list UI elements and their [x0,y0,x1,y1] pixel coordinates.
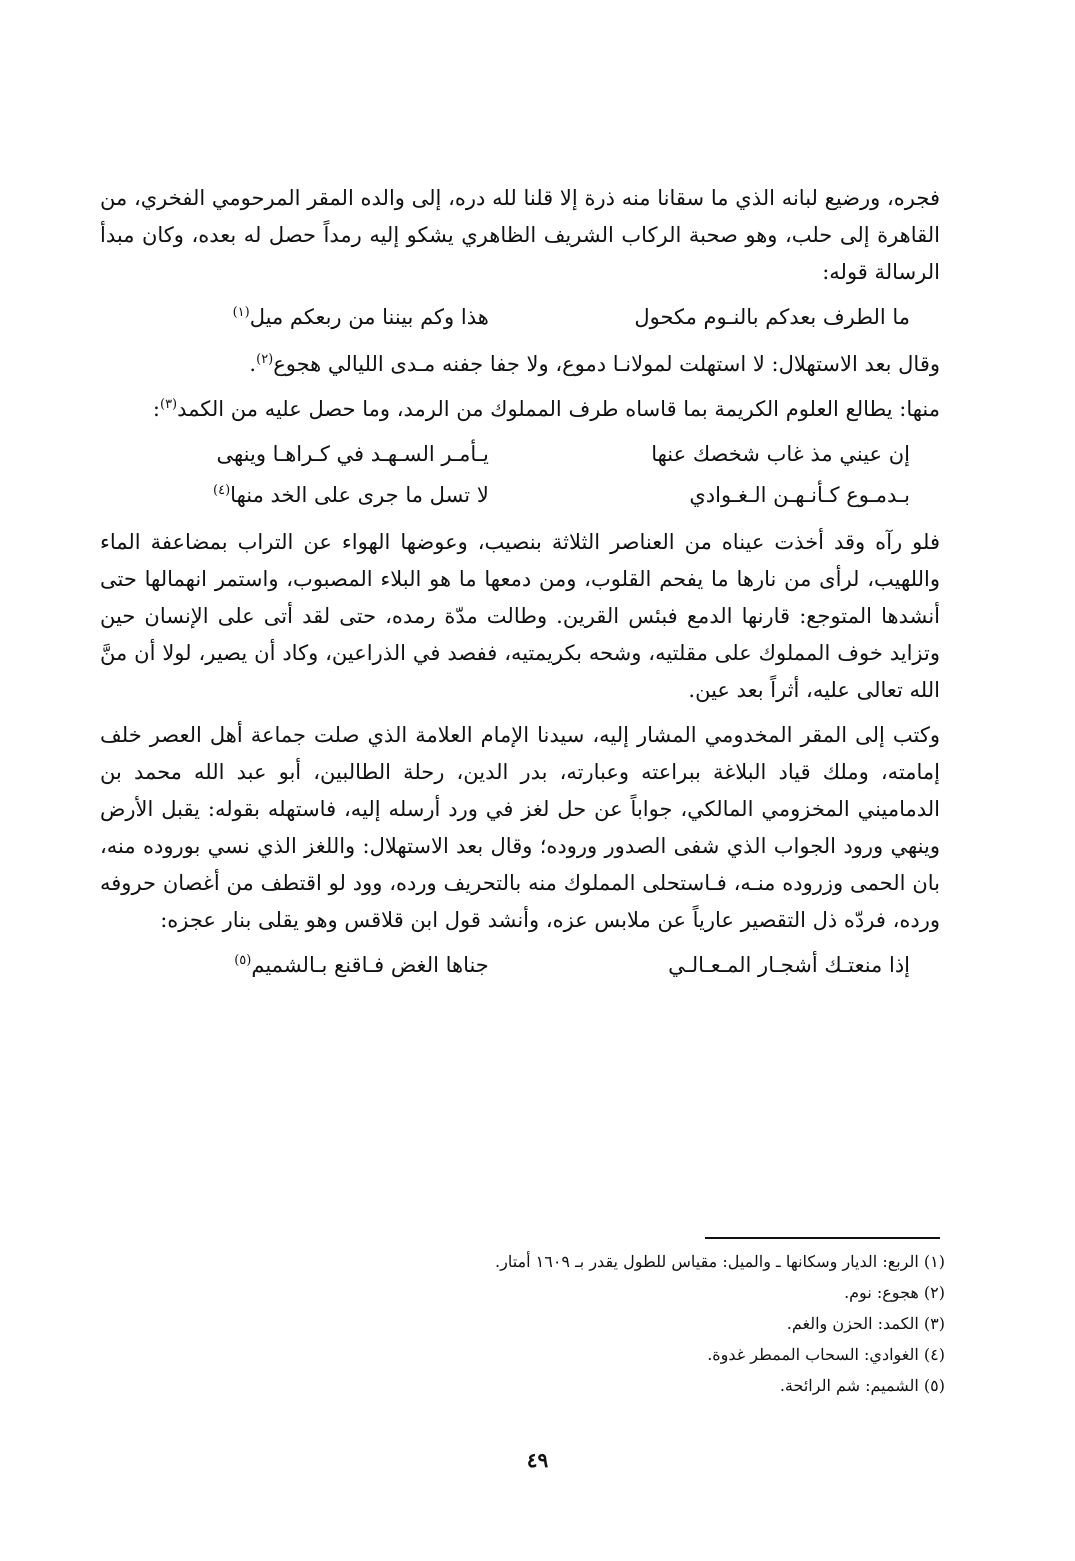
verse-4-first-hemistich: إذا منعتـك أشجـار المـعـالـي [668,953,910,977]
verse-4-second-text: جناها الغض فـاقنع بـالشميم [251,953,489,977]
footnote-separator [705,1237,940,1239]
footnote-marker-1: (١) [232,305,250,320]
paragraph-3-end: : [152,397,160,421]
paragraph-4-text: فلو رآه وقد أخذت عيناه من العناصر الثلاثة بنصيب، وعوضها الهواء عن التراب بمضاعفة الماء واللهيب، لرأى من نارها ما يفحم القلوب، ومن دمعها ما هو البلاء المصبوب، واستمر انهمالها حتى أنشدها المتوجع: قارنها الدمع فبئس القرين. وطالت مدّة رمده، حتى لقد أتى على الإنسان حين وتزايد خوف المملوك على مقلتيه، وشحه بكريمتيه، ففصد في الذراعين، وكاد أن يصير، لولا أن منَّ الله تعالى عليه، أثراً بعد عين. [100,530,940,702]
verse-1-second-hemistich [130,299,489,336]
page-number: ٤٩ [526,1448,549,1472]
verse-1 [100,299,940,336]
verse-2-first-hemistich: إن عيني مذ غاب شخصك عنها [651,442,910,466]
verse-2 [100,436,940,473]
footnote-marker-3: (٣) [159,397,178,412]
verse-4-second-hemistich [130,947,489,984]
footnote-marker-5: (٥) [234,953,252,968]
verse-1-first-hemistich: ما الطرف بعدكم بالنـوم مكحول [634,305,910,329]
paragraph-2-text: وقال بعد الاستهلال: لا استهلت لمولانـا دموع، ولا جفا جفنه مـدى الليالي هجوع [273,352,940,376]
paragraph-3-text: منها: يطالع العلوم الكريمة بما قاساه طرف المملوك من الرمد، وما حصل عليه من الكمد [177,397,940,421]
footnote-3: (٣) الكمد: الحزن والغم. [786,1314,945,1333]
verse-4 [100,947,940,984]
footnote-marker-2: (٢) [256,352,274,367]
paragraph-5-text: وكتب إلى المقر المخدومي المشار إليه، سيدنا الإمام العلامة الذي صلت جماعة أهل العصر خلف إمامته، وملك قياد البلاغة ببراعته وعبارته، بدر الدين، رحلة الطالبين، أبو عبد الله محمد بن الدماميني المخزومي المالكي، جواباً عن حل لغز في ورد أرسله إليه، فاستهله بقوله: يقبل الأرض وينهي ورود الجواب الذي شفى الصدور وروده؛ وقال بعد الاستهلال: واللغز الذي نسي بوروده منه، بان الحمى وزروده منـه، فـاستحلى المملوك منه بالتحريف ورده، وود لو اقتطف من أغصان حروفه ورده، فردّه ذل التقصير عارياً عن ملابس عزه، وأنشد قول ابن قلاقس وهو يقلى بنار عجزه: [100,723,940,932]
verse-1-second-text: هذا وكم بيننا من ربعكم ميل [249,305,489,329]
footnotes [100,1246,945,1401]
footnote-marker-4: (٤) [213,483,231,498]
verse-2-second-hemistich: يـأمـر السـهـد في كـراهـا وينهى [216,442,489,466]
verse-3-second-hemistich [130,477,489,514]
paragraph-5 [100,717,940,939]
paragraph-2-end: . [249,352,257,376]
verse-3-first-hemistich: بـدمـوع كـأنـهـن الـغـوادي [689,483,910,507]
paragraph-2 [100,346,940,383]
main-text [100,180,940,994]
footnote-5: (٥) الشميم: شم الرائحة. [779,1376,945,1395]
paragraph-3 [100,391,940,428]
footnote-2: (٢) هجوع: نوم. [844,1283,945,1302]
paragraph-1 [100,180,940,291]
verse-3 [100,477,940,514]
footnote-4: (٤) الغوادي: السحاب الممطر غدوة. [707,1345,945,1364]
paragraph-1-text: فجره، ورضيع لبانه الذي ما سقانا منه ذرة إلا قلنا لله دره، إلى والده المقر المرحومي الفخري، من القاهرة إلى حلب، وهو صحبة الركاب الشريف الظاهري يشكو إليه رمداً حصل له بعده، وكان مبدأ الرسالة قوله: [100,186,940,284]
footnote-1: (١) الربع: الديار وسكانها ـ والميل: مقياس للطول يقدر بـ ١٦٠٩ أمتار. [495,1252,945,1271]
verse-3-second-text: لا تسل ما جرى على الخد منها [230,483,489,507]
paragraph-4 [100,524,940,709]
